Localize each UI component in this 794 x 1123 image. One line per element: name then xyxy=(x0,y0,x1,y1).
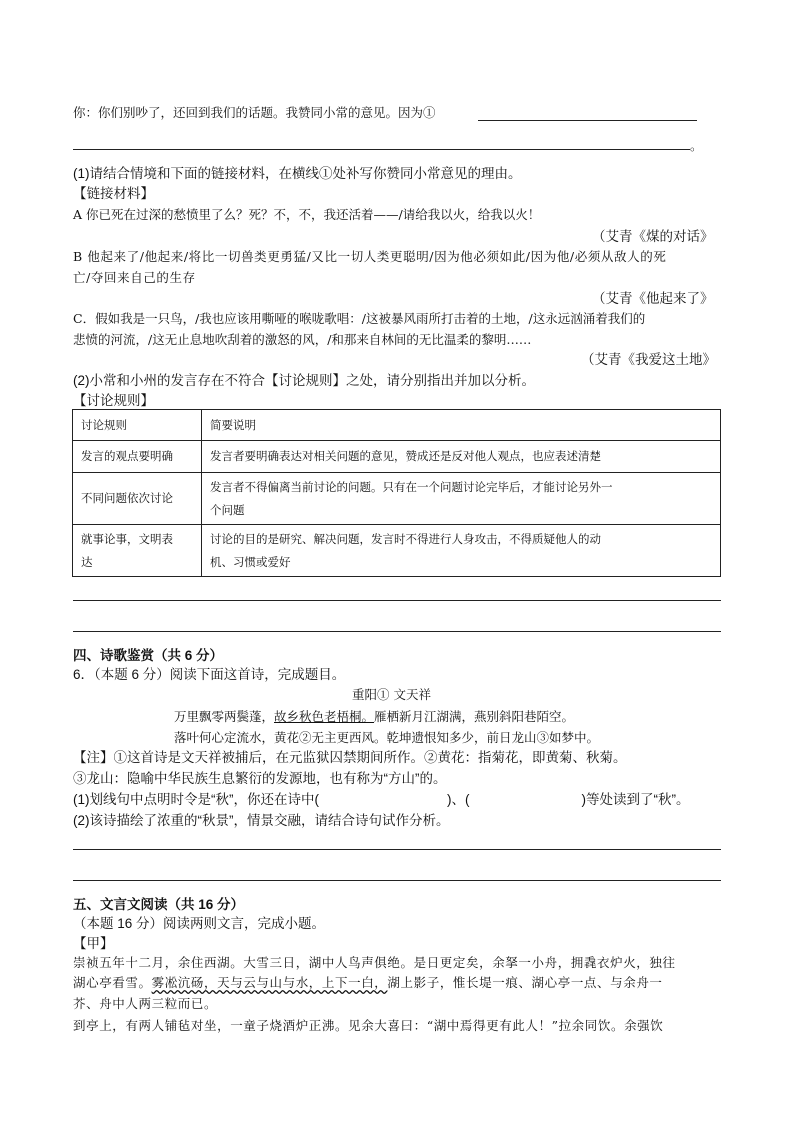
answer-line-poem-b[interactable] xyxy=(73,880,721,881)
poem-q2: (2)该诗描绘了浓重的“秋景”，情景交融，请结合诗句试作分析。 xyxy=(73,813,450,828)
table-cell-desc xyxy=(202,473,721,525)
material-b-line1: B 他起来了/他起来/将比一切兽类更勇猛/又比一切人类更聪明/因为他必须如此/因为他/必须从敌人的死 xyxy=(73,249,667,264)
material-a: A 你已死在过深的愁愤里了么？死？不，不，我还活着——/请给我以火，给我以火！ xyxy=(73,207,541,222)
rules-table xyxy=(72,409,721,577)
table-header-cell: 讨论规则 xyxy=(73,410,202,441)
text-jia-p3: 芥、舟中人两三粒而已。 xyxy=(73,996,218,1011)
text-jia-underlined: 雾凇沆砀，天与云与山与水，上下一白， xyxy=(151,975,388,990)
table-header-cell: 简要说明 xyxy=(202,410,721,441)
table-row xyxy=(73,525,721,577)
table-cell-desc-line: 个问题 xyxy=(210,502,245,517)
text-jia-p2-b: 湖上影子，惟长堤一痕、湖心亭一点、与余舟一 xyxy=(387,975,663,990)
table-cell-rule-line: 达 xyxy=(81,554,93,569)
poem-q1 xyxy=(73,788,690,808)
q6-prompt: 6．（本题 6 分）阅读下面这首诗，完成题目。 xyxy=(73,667,346,682)
poem-q1-c: )等处读到了“秋”。 xyxy=(581,792,690,807)
material-c-line1: C．假如我是一只鸟，/我也应该用嘶哑的喉咙歌唱：/这被暴风雨所打击着的土地，/这永远汹涌着我们的 xyxy=(73,311,646,326)
section5-intro: （本题 16 分）阅读两则文言，完成小题。 xyxy=(73,916,326,931)
answer-blank-1a[interactable] xyxy=(478,120,697,121)
q1-prompt: (1)请结合情境和下面的链接材料，在横线①处补写你赞同小常意见的理由。 xyxy=(73,166,522,181)
table-header-row xyxy=(73,410,721,441)
table-row xyxy=(73,441,721,473)
text-jia-p2 xyxy=(73,973,663,991)
table-cell-desc-line: 机、习惯或爱好 xyxy=(210,554,291,569)
table-cell-desc xyxy=(202,525,721,577)
poem-line-2: 落叶何心定流水，黄花②无主更西风。乾坤遗恨知多少，前日龙山③如梦中。 xyxy=(174,730,600,745)
poem-line-1-b: 雁栖新月江湖满，燕别斜阳巷陌空。 xyxy=(374,709,575,724)
answer-line-q2a[interactable] xyxy=(73,600,721,601)
table-cell-desc: 发言者要明确表达对相关问题的意见，赞成还是反对他人观点，也应表述清楚 xyxy=(202,441,721,473)
q2-prompt: (2)小常和小州的发言存在不符合【讨论规则】之处，请分别指出并加以分析。 xyxy=(73,373,535,388)
table-row xyxy=(73,473,721,525)
table-cell-rule-line: 就事论事，文明表 xyxy=(81,531,173,546)
poem-note-1: 【注】①这首诗是文天祥被捕后，在元监狱囚禁期间所作。②黄花：指菊花，即黄菊、秋菊。 xyxy=(73,750,627,765)
table-cell-rule: 发言的观点要明确 xyxy=(73,441,202,473)
material-b-source: （艾青《他起来了》 xyxy=(592,291,714,306)
poem-q1-a: (1)划线句中点明时令是“秋”，你还在诗中( xyxy=(73,792,319,807)
text-jia-label: 【甲】 xyxy=(73,936,114,951)
rules-header: 【讨论规则】 xyxy=(73,393,154,408)
dialogue-line xyxy=(73,103,436,121)
material-a-source: （艾青《煤的对话》 xyxy=(592,229,714,244)
poem-underlined-line: 故乡秋色老梧桐。 xyxy=(274,709,375,724)
section5-title: 五、文言文阅读（共 16 分） xyxy=(73,897,245,912)
dialogue-text: 你：你们别吵了，还回到我们的话题。我赞同小常的意见。因为① xyxy=(73,105,436,120)
poem-line-1-a: 万里飘零两鬓蓬， xyxy=(174,709,275,724)
answer-line-poem-a[interactable] xyxy=(73,849,721,850)
table-cell-desc-line: 讨论的目的是研究、解决问题，发言时不得进行人身攻击，不得质疑他人的动 xyxy=(210,531,601,546)
answer-blank-1b[interactable] xyxy=(73,149,690,150)
material-c-source: （艾青《我爱这土地》 xyxy=(581,352,716,367)
table-cell-desc-line: 发言者不得偏离当前讨论的问题。只有在一个问题讨论完毕后，才能讨论另外一 xyxy=(210,479,613,494)
material-b-line2: 亡/夺回来自己的生存 xyxy=(73,270,196,285)
text-jia-p1: 崇祯五年十二月，余住西湖。大雪三日，湖中人鸟声俱绝。是日更定矣，余拏一小舟，拥毳衣炉火，独往 xyxy=(73,955,676,970)
poem-line-1 xyxy=(174,707,574,725)
material-c-line2: 悲愤的河流，/这无止息地吹刮着的激怒的风，/和那来自林间的无比温柔的黎明…… xyxy=(73,332,532,347)
table-cell-rule: 不同问题依次讨论 xyxy=(73,473,202,525)
text-jia-p4: 到亭上，有两人铺毡对坐，一童子烧酒炉正沸。见余大喜曰：“湖中焉得更有此人！”拉余同饮。余强饮 xyxy=(73,1018,664,1033)
poem-note-2: ③龙山：隐喻中华民族生息繁衍的发源地，也有称为“方山”的。 xyxy=(73,771,447,786)
table-cell-rule xyxy=(73,525,202,577)
poem-q1-b: )、( xyxy=(447,792,470,807)
text-jia-p2-a: 湖心亭看雪。 xyxy=(73,975,152,990)
material-header: 【链接材料】 xyxy=(73,186,154,201)
answer-line-q2b[interactable] xyxy=(73,631,721,632)
poem-title: 重阳① 文天祥 xyxy=(352,687,431,702)
dialogue-period: 。 xyxy=(690,138,703,153)
section4-title: 四、诗歌鉴赏（共 6 分） xyxy=(73,648,224,663)
